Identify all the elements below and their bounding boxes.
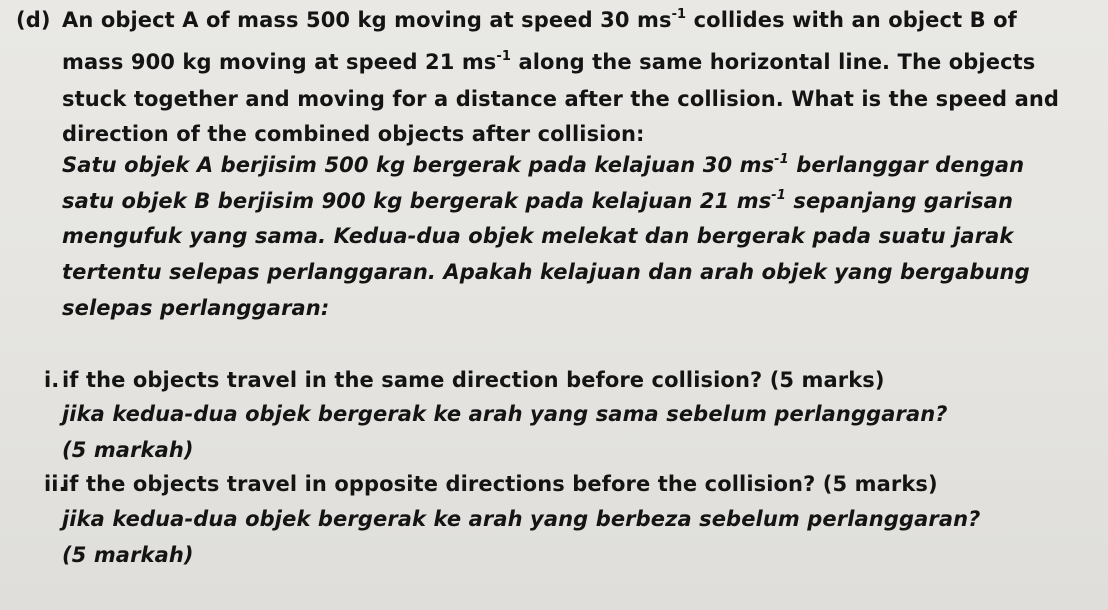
question-malay-line-2: satu objek B berjisim 900 kg bergerak pada kelajuan 21 $ms^{-1}$ sepanjang garisan (62, 188, 1014, 213)
question-english-line-1: An object A of mass 500 kg moving at speed 30 $ms^{-1}$ collides with an object B of (62, 7, 1017, 32)
part-i-malay-line-2: (5 markah) (62, 438, 194, 462)
part-ii-english: if the objects travel in opposite directions before the collision? (5 marks) (62, 472, 938, 496)
part-i-label: i. (44, 368, 60, 392)
part-i-malay-line-1: jika kedua-dua objek bergerak ke arah yang sama sebelum perlanggaran? (62, 402, 948, 426)
question-malay-line-4: tertentu selepas perlanggaran. Apakah kelajuan dan arah objek yang bergabung (62, 260, 1030, 284)
question-english-line-4: direction of the combined objects after collision: (62, 122, 645, 146)
question-label: (d) (16, 8, 51, 32)
part-i-english: if the objects travel in the same direction before collision? (5 marks) (62, 368, 885, 392)
part-ii-malay-line-2: (5 markah) (62, 543, 194, 567)
part-ii-label: ii. (44, 472, 67, 496)
question-malay-line-1: Satu objek A berjisim 500 kg bergerak pada kelajuan 30 $ms^{-1}$ berlanggar dengan (62, 152, 1025, 177)
question-english-line-3: stuck together and moving for a distance after the collision. What is the speed and (62, 87, 1060, 111)
question-malay-line-3: mengufuk yang sama. Kedua-dua objek melekat dan bergerak pada suatu jarak (62, 224, 1014, 248)
part-ii-malay-line-1: jika kedua-dua objek bergerak ke arah yang berbeza sebelum perlanggaran? (62, 507, 981, 531)
question-english-line-2: mass 900 kg moving at speed 21 $ms^{-1}$ along the same horizontal line. The objects (62, 49, 1036, 74)
question-malay-line-5: selepas perlanggaran: (62, 296, 330, 320)
